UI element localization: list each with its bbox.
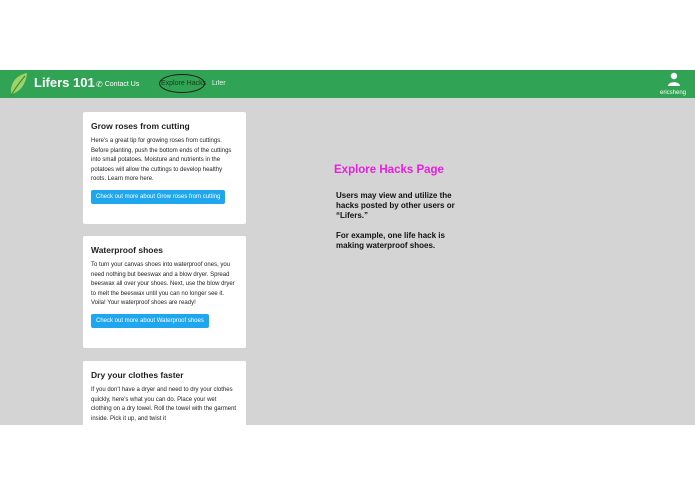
check-out-more-button[interactable]: Check out more about Grow roses from cutting [91, 190, 225, 204]
highlight-circle [159, 74, 205, 93]
hack-card [83, 236, 246, 348]
user-icon[interactable] [666, 72, 682, 86]
card-text: To turn your canvas shoes into waterproof ones, you need nothing but beeswax and a blow dryer. Spread beeswax all over your shoes. Next, use the blow dryer to melt the beeswax until you can no longer see it. Voila! Your waterproof shoes are ready! [91, 262, 235, 307]
phone-icon: ✆ [96, 80, 103, 89]
card-text: If you don't have a dryer and need to dry your clothes quickly, here's what you can do. Place your wet clothing on a dry towel. Roll the towel with the garment inside. Pick it up, and twist it [91, 387, 237, 422]
navbar [0, 70, 695, 98]
brand-title[interactable]: Lifers 101 [34, 75, 95, 90]
app-screen [0, 70, 695, 425]
nav-explore-label: Explore Hacks [161, 80, 207, 87]
annotation-title: Explore Hacks Page [334, 164, 444, 176]
nav-contact-label: Contact Us [104, 81, 140, 88]
leaf-logo-icon[interactable] [8, 72, 30, 98]
hack-card [83, 361, 246, 425]
nav-lifer-label: Lifer [212, 80, 226, 87]
check-out-more-button[interactable]: Check out more about Waterproof shoes [91, 314, 209, 328]
annotation-paragraph: Users may view and utilize the hacks posted by other users or “Lifers.” [336, 191, 455, 220]
user-name[interactable]: ericsheng [660, 90, 687, 96]
card-title: Waterproof shoes [91, 245, 163, 255]
annotation-paragraph: For example, one life hack is making waterproof shoes. [336, 231, 445, 250]
hack-card [83, 112, 246, 224]
card-text: Here's a great tip for growing roses from cuttings. Before planting, push the bottom ends of the cuttings into small potatoes. Moisture and nutrients in the potatoes will allow the cuttings to develop healthy roots. Learn more here. [91, 138, 232, 183]
card-title: Grow roses from cutting [91, 121, 190, 131]
nav-contact-us[interactable] [96, 80, 139, 89]
annotation-text [336, 191, 456, 261]
card-title: Dry your clothes faster [91, 370, 184, 380]
nav-lifer[interactable] [212, 80, 226, 87]
